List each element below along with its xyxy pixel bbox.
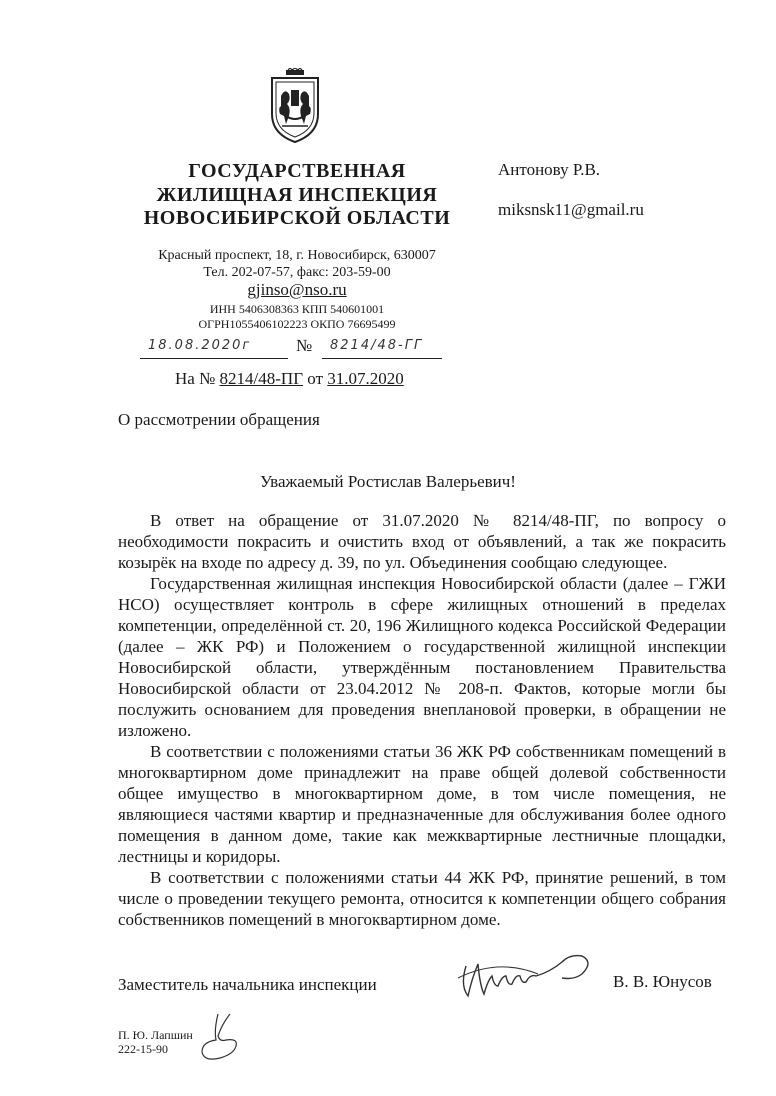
paragraph: Государственная жилищная инспекция Новосибирской области (далее – ГЖИ НСО) осуществляет контроль в сфере жилищных отношений в пределах компетенции, определённой ст. 20, 196 Жилищного кодекса Российской Федерации (далее – ЖК РФ) и Положением о государственной жилищной инспекции Новосибирской области, утверждённым постановлением Правительства Новосибирской области от 23.04.2012 № 208-п. Фактов, которые могли бы послужить основанием для проведения внеплановой проверки, в обращении не изложено.: [118, 574, 726, 740]
handwritten-signature: [448, 948, 618, 1008]
registration-number-sign: №: [296, 336, 313, 355]
org-ogrn-okpo: ОГРН1055406102223 ОКПО 76695499: [198, 317, 396, 331]
org-email-link[interactable]: gjinso@nso.ru: [247, 280, 347, 299]
org-address: Красный проспект, 18, г. Новосибирск, 630007: [158, 248, 436, 263]
reply-reference: [175, 369, 404, 389]
executor-name: П. Ю. Лапшин: [118, 1028, 193, 1042]
signer-title: Заместитель начальника инспекции: [118, 975, 377, 994]
org-name-line-3: НОВОСИБИРСКОЙ ОБЛАСТИ: [143, 207, 451, 229]
recipient-name: Антонову Р.В.: [498, 160, 601, 179]
recipient-email: miksnsk11@gmail.ru: [498, 200, 644, 219]
org-email-row: [132, 280, 462, 300]
coat-of-arms-icon: [266, 68, 324, 144]
letter-body: [118, 510, 726, 930]
org-name-line-2: ЖИЛИЩНАЯ ИНСПЕКЦИЯ: [156, 184, 438, 206]
reply-number: 8214/48-ПГ: [219, 369, 304, 388]
registration-line: [118, 338, 448, 362]
registration-date: 18.08.2020г: [148, 338, 252, 353]
greeting: Уважаемый Ростислав Валерьевич!: [260, 472, 516, 491]
org-inn-kpp: ИНН 5406308363 КПП 540601001: [209, 302, 385, 316]
org-phone: Тел. 202-07-57, факс: 203-59-00: [203, 265, 391, 280]
paragraph: В соответствии с положениями статьи 44 ЖК РФ, принятие решений, в том числе о проведении текущего ремонта, относится к компетенции общего собрания собственников помещений в многоквартирном доме.: [118, 868, 726, 929]
executor-signature: [196, 1010, 244, 1066]
reply-date: 31.07.2020: [327, 369, 404, 388]
signer-name: В. В. Юнусов: [613, 972, 712, 991]
paragraph: В соответствии с положениями статьи 36 ЖК РФ собственникам помещений в многоквартирном доме принадлежит на праве общей долевой собственности общее имущество в многоквартирном доме, в том числе помещения, не являющиеся частями квартир и предназначенные для обслуживания более одного помещения в данном доме, такие как межквартирные лестничные площадки, лестницы и коридоры.: [118, 742, 726, 866]
org-name-line-1: ГОСУДАРСТВЕННАЯ: [188, 160, 406, 182]
executor-phone: 222-15-90: [118, 1042, 168, 1056]
paragraph: В ответ на обращение от 31.07.2020 № 8214/48-ПГ, по вопросу о необходимости покрасить и очистить вход от объявлений, а так же покрасить козырёк на входе по адресу д. 39, по ул. Объединения сообщаю следующее.: [118, 511, 726, 572]
reply-prefix: На №: [175, 369, 216, 388]
executor-info: [118, 1028, 193, 1056]
registration-number: 8214/48-ГГ: [330, 338, 424, 353]
subject: О рассмотрении обращения: [118, 410, 320, 429]
reply-middle: от: [307, 369, 324, 388]
